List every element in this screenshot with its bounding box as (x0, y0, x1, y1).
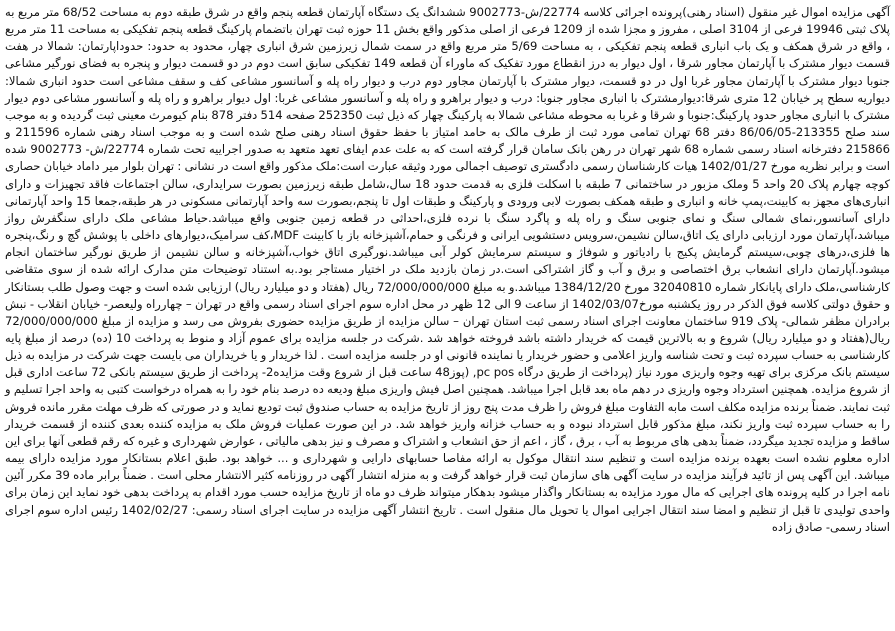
auction-notice-text: آگهی مزایده اموال غیر منقول (اسناد رهنی)پرونده اجرائی کلاسه 22774/ش-9002773 ششدانگ یک دستگاه آپارتمان قطعه پنجم واقع در شرق طبقه دوم به مساحت 68/52 متر مربع به پلاک ثبتی 19946 فرعی از 3104 اصلی ، مفروز و مجزا شده از 1209 فرعی از اصلی مذکور واقع بخش 11 حوزه ثبت تهران باتضمام پارکینگ قطعه پنجم تفکیکی به مساحت 11 متر مربع ، واقع در شرق همکف و یک باب انباری قطعه پنجم تفکیکی ، به مساحت 5/69 متر مربع واقع در سمت شمال زیرزمین شرق انباری چهار، محدود به حدود: حدوداپارتمان: شمالا در هفت قسمت دیوار مشترک با آپارتمان مجاور شرقا ، اول دیوار به درز انقطاع مورد تفکیک که ماوراء آن قطعه 149 تفکیکی سابق است دوم در دو قسمت دیوار و پنجره به فضای نورگیر مشاعی جنوبا دیوار مشترک با آپارتمان مجاور غربا اول در دو قسمت، دیوار مشترک با آپارتمان مجاور دوم درب و دیوار راه پله و آسانسور مشاعی کف و سقف مشاعی است حدود انباری شمالا: دیواریه سطح پر خیابان 12 متری شرقا:دیوارمشترک با انباری مجاور جنوبا: درب و دیوار براهرو و راه پله و آسانسور مشاعی غربا: اول دیوار براهرو و راه پله و آسانسور مشاعی دوم دیوار مشترک با انباری مجاور حدود پارکینگ:جنوبا و شرقا و غربا به محوطه مشاعی شمالا به پارکینگ چهار که ذیل ثبت 252350 صفحه 514 دفتر 878 بنام کیومرث معینی ثبت گردیده و به موجب سند صلح 213355-86/06/05 دفتر 68 تهران تمامی مورد ثبت از طرف مالک به حامد امتیاز با حفظ حقوق اسناد رهنی صلح شده است و به موجب اسناد رهنی شماره 211596 و 215866 دفترخانه اسناد رسمی شماره 68 شهر تهران در رهن بانک سامان قرار گرفته است که به علت عدم ایفای تعهد متعهد به صدور اجراییه تحت شماره 22774/ش- 9002773 شده است و برابر نظریه مورخ 1402/01/27 هیات کارشناسان رسمی دادگستری توصیف اجمالی مورد وثیقه عبارت است:ملک مذکور واقع است در نشانی : تهران بلوار میر داماد خیابان حصاری کوچه چهارم پلاک 20 واحد 5 وملک مزبور در ساختمانی 7 طبقه با اسکلت فلزی به قدمت حدود 18 سال،شامل طبقه زیرزمین بصورت سرایداری، سالن اجتماعات فاقد تجهیزات و دارای انباری‌های مجهز به کابینت،پمپ خانه و انباری و طبقه همکف بصورت لابی ورودی و پارکینگ و طبقات اول تا پنجم،بصورت سه واحد آپارتمانی مسکونی در هر طبقه،جمعا 15 واحد آپارتمانی دارای آسانسور،نمای شمالی سنگ و نمای جنوبی سنگ و راه پله و پاگرد سنگ با نرده فلزی،احداثی در قطعه زمین جنوبی واقع میباشد.حیاط مشاعی ملک دارای سنگفرش رواز میباشد،آپارتمان مورد ارزیابی دارای یک اتاق،سالن نشیمن،سرویس دستشویی ایرانی و فرنگی و حمام،آشپزخانه باز با کابینت MDF،کف سرامیک،دیوارهای داخلی با پوشش گچ و رنگ،پنجره ها فلزی،درهای چوبی،سیستم گرمایش پکیج با رادیاتور و شوفاژ و سیستم سرمایش کولر آبی میباشد.نورگیری اتاق خواب،آشپزخانه و سالن نشیمن از طریق نورگیر ساختمان انجام میشود.آپارتمان دارای انشعاب برق اختصاصی و برق و آب و گاز اشتراکی است.در زمان بازدید ملک در اختیار مستاجر بود.به استناد توضیحات متن مدارک ارائه شده از سوی متقاضی کارشناسی،ملک دارای پایانکار شماره 32040810 مورخ 1384/12/20 میباشد.و به مبلغ 72/000/000/000 ریال (هفتاد و دو میلیارد ریال) ارزیابی شده است و جهت وصول طلب بستانکار و حقوق دولتی کلاسه فوق الذکر در روز یکشنبه مورخ1402/03/07 از ساعت 9 الی 12 ظهر در محل اداره سوم اجرای اسناد رسمی واقع در تهران – چهارراه ولیعصر- خیابان انقلاب - نبش برادران مظفر شمالی- پلاک 919 ساختمان معاونت اجرای اسناد رسمی ثبت استان تهران – سالن مزایده از طریق مزایده حضوری بفروش می رسد و مزایده از مبلغ 72/000/000/000 ریال(هفتاد و دو میلیارد ریال) شروع و به بالاترین قیمت که خریدار داشته باشد فروخته خواهد شد .شرکت در جلسه مزایده برای عموم آزاد و منوط به پرداخت 10 (ده) درصد از مبلغ پایه کارشناسی به حساب سپرده ثبت و تحت شناسه واریز اعلامی و حضور خریدار یا نماینده قانونی او در جلسه مزایده است . لذا خریدار و یا خریداران می بایست جهت شرکت در مزایده به ذیل سیستم بانک مرکزی برای تهیه وجوه واریزی مورد نیاز (پرداخت از طریق درگاه pc pos, (پوز48 ساعت قبل از شروع وقت مزایده2- پرداخت از طریق سیستم بانکی 72 ساعت اداری قبل از شروع مزایده. همچنین استرداد وجوه واریزی در دهم ماه بعد قابل اجرا میباشد. همچنین اصل فیش واریزی مبلغ ودیعه ده درصد بنام خود را به همراه درخواست کتبی به واحد اجرا تسلیم و ثبت نمایند. ضمناً برنده مزایده مکلف است مابه التفاوت مبلغ فروش را ظرف مدت پنج روز از تاریخ مزایده به حساب صندوق ثبت تودیع نماید و در صورتی که ظرف مهلت مقرر مانده فروش را به حساب سپرده ثبت واریز نکند، مبلغ مذکور قابل استرداد نبوده و به حساب خزانه واریز خواهد شد. در این صورت عملیات فروش ملک به مزایده کننده بعدی کننده از قسمت خریدار ساقط و مزایده تجدید میگردد، ضمناً بدهی های مربوط به آب ، برق ، گاز ، اعم از حق انشعاب و اشتراک و مصرف و نیز بدهی مالیاتی ، عوارض شهرداری و غیره که رقم قطعی آنها برای این اداره معلوم نشده است بعهده برنده مزایده است و تنظیم سند انتقال موکول به ارائه مفاصا حسابهای دارایی و شهرداری و ... خواهد بود. طبق اعلام بستانکار مورد مزایده دارای بیمه میباشد. این آگهی پس از تائید فرآیند مزایده در سایت آگهی های سازمان ثبت قرار خواهد گرفت و به منزله انتشار آگهی در روزنامه کثیر الانتشار محلی است . ضمناً برابر ماده 39 مکرر آئین نامه اجرا در کلیه پرونده های اجرایی که مال مورد مزایده به بستانکار واگذار میشود بدهکار میتواند ظرف دو ماه از تاریخ مزایده حسب مورد اقدام به پرداخت بدهی خود نماید این زمان برای واحدی تولیدی تا قبل از تنظیم و امضا سند انتقال اجرایی اموال یا تحویل مال منقول است . تاریخ انتشار آگهی مزایده در سایت اجرای اسناد رسمی: 1402/02/27 رئیس اداره سوم اجرای اسناد رسمی- صادق زاده (5, 5, 891, 534)
